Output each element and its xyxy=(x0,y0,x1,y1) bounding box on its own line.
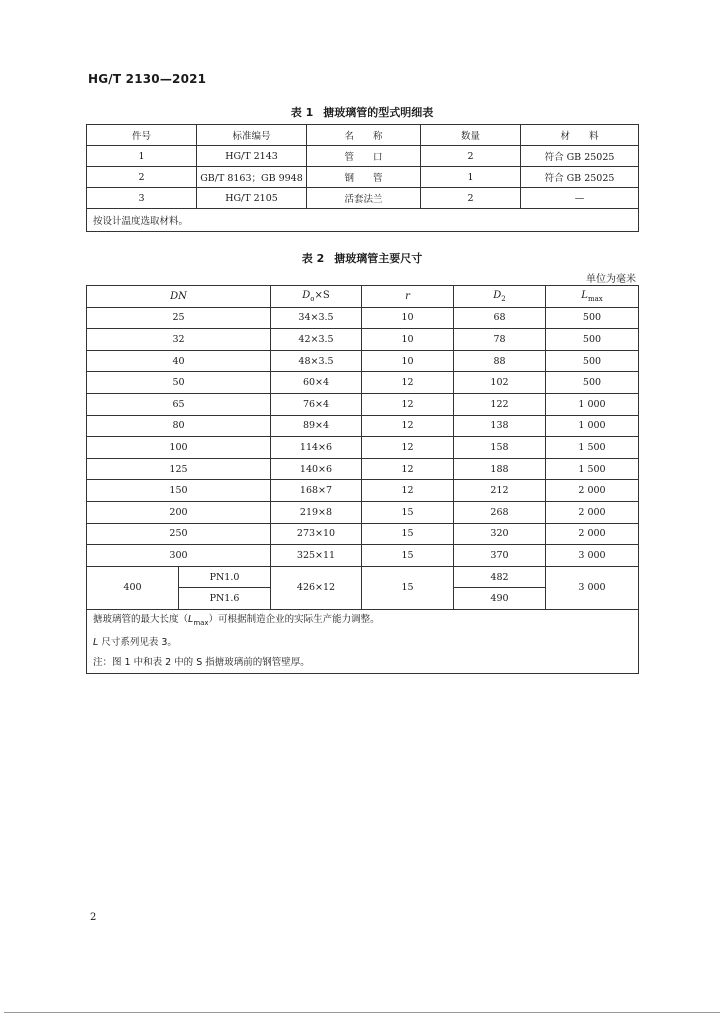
table-cell: 188 xyxy=(454,458,546,480)
table2 xyxy=(86,285,639,674)
table-cell: 122 xyxy=(454,393,546,415)
table-cell: 500 xyxy=(546,307,639,329)
header-symbol-rest: ×S xyxy=(314,289,330,301)
table1-caption-title: 搪玻璃管的型式明细表 xyxy=(323,106,434,119)
table-row xyxy=(87,480,639,502)
table1-header-cell: 名 称 xyxy=(307,125,421,146)
table1-header-cell: 材 料 xyxy=(521,125,639,146)
table-cell: 2 xyxy=(421,188,521,209)
table2-dn-400: 400 xyxy=(87,566,179,609)
table1 xyxy=(86,124,639,232)
table-cell: 250 xyxy=(87,523,271,545)
table-cell: 65 xyxy=(87,393,271,415)
table-cell: 80 xyxy=(87,415,271,437)
table-cell: 管 口 xyxy=(307,146,421,167)
table-cell: 320 xyxy=(454,523,546,545)
table-cell: 15 xyxy=(362,545,454,567)
table-cell: 138 xyxy=(454,415,546,437)
table-cell: 10 xyxy=(362,350,454,372)
table-cell: 268 xyxy=(454,501,546,523)
table-cell: 140×6 xyxy=(271,458,362,480)
table2-note-row xyxy=(87,609,639,673)
table-cell: 1 xyxy=(421,167,521,188)
standard-code: HG/T 2130—2021 xyxy=(88,72,207,86)
note-text: 尺寸系列见表 3。 xyxy=(98,636,177,648)
table1-note: 按设计温度选取材料。 xyxy=(87,209,639,232)
table2-caption-title: 搪玻璃管主要尺寸 xyxy=(334,252,423,265)
table-cell: 2 000 xyxy=(546,480,639,502)
table-cell: 300 xyxy=(87,545,271,567)
table2-header-r: r xyxy=(362,286,454,308)
note-symbol: L xyxy=(93,636,99,648)
table-cell: HG/T 2143 xyxy=(197,146,307,167)
table2-header-dn: DN xyxy=(87,286,271,308)
table-cell: 78 xyxy=(454,329,546,351)
table-cell: — xyxy=(521,188,639,209)
table1-caption-number: 表 1 xyxy=(290,106,314,119)
table-cell: 15 xyxy=(362,523,454,545)
table-row xyxy=(87,523,639,545)
table-cell: 12 xyxy=(362,372,454,394)
table-cell: 32 xyxy=(87,329,271,351)
table-cell: 12 xyxy=(362,480,454,502)
table-cell: 12 xyxy=(362,393,454,415)
table-cell: 3 000 xyxy=(546,545,639,567)
table-cell: 钢 管 xyxy=(307,167,421,188)
note-subscript: max xyxy=(193,618,209,627)
table-cell: 12 xyxy=(362,437,454,459)
note-text: 搪玻璃管的最大长度（ xyxy=(93,613,189,625)
table-cell: 88 xyxy=(454,350,546,372)
table-cell: 25 xyxy=(87,307,271,329)
table-row xyxy=(87,501,639,523)
table-cell: 2 000 xyxy=(546,523,639,545)
note-symbol: L xyxy=(188,613,194,625)
table-cell: 2 xyxy=(87,167,197,188)
table-cell: 1 000 xyxy=(546,415,639,437)
table-row xyxy=(87,437,639,459)
table1-header-row xyxy=(87,125,639,146)
table2-header-do-s xyxy=(271,286,362,308)
table-cell: 212 xyxy=(454,480,546,502)
table1-header-cell: 数量 xyxy=(421,125,521,146)
table-cell: 500 xyxy=(546,329,639,351)
table1-header-cell: 标准编号 xyxy=(197,125,307,146)
table2-caption-number: 表 2 xyxy=(301,252,325,265)
table-cell: 1 500 xyxy=(546,458,639,480)
table2-header-lmax xyxy=(546,286,639,308)
table2-note-line3: 注：图 1 中和表 2 中的 S 指搪玻璃前的钢管壁厚。 xyxy=(93,656,310,668)
note-text: ）可根据制造企业的实际生产能力调整。 xyxy=(208,613,380,625)
table-cell: 10 xyxy=(362,329,454,351)
table2-header-d2 xyxy=(454,286,546,308)
table-cell: 12 xyxy=(362,415,454,437)
table-cell: 活套法兰 xyxy=(307,188,421,209)
table1-note-row xyxy=(87,209,639,232)
table-cell: 168×7 xyxy=(271,480,362,502)
table2-d2-a: 482 xyxy=(454,566,546,588)
table2-caption xyxy=(0,250,724,266)
header-symbol: D xyxy=(493,289,502,301)
table2-body xyxy=(87,307,639,566)
table-cell: 200 xyxy=(87,501,271,523)
table-cell: 76×4 xyxy=(271,393,362,415)
page-number: 2 xyxy=(90,912,97,923)
table-row xyxy=(87,350,639,372)
table2-lmax-400: 3 000 xyxy=(546,566,639,609)
table2-r-400: 15 xyxy=(362,566,454,609)
table-cell: 325×11 xyxy=(271,545,362,567)
header-symbol: L xyxy=(581,289,588,301)
table-cell: 68 xyxy=(454,307,546,329)
table-cell: 10 xyxy=(362,307,454,329)
table-cell: 158 xyxy=(454,437,546,459)
table-row xyxy=(87,458,639,480)
table-cell: GB/T 8163；GB 9948 xyxy=(197,167,307,188)
table1-caption xyxy=(0,104,724,120)
table-row xyxy=(87,372,639,394)
table-cell: 12 xyxy=(362,458,454,480)
table-cell: 15 xyxy=(362,501,454,523)
table-cell: 100 xyxy=(87,437,271,459)
table-cell: 42×3.5 xyxy=(271,329,362,351)
table2-unit-label: 单位为毫米 xyxy=(586,274,636,285)
table-cell: 500 xyxy=(546,372,639,394)
header-subscript: 2 xyxy=(501,294,506,303)
table-cell: 1 xyxy=(87,146,197,167)
table-cell: 3 xyxy=(87,188,197,209)
table-cell: 符合 GB 25025 xyxy=(521,146,639,167)
table-cell: 219×8 xyxy=(271,501,362,523)
table-cell: 1 000 xyxy=(546,393,639,415)
table-cell: 符合 GB 25025 xyxy=(521,167,639,188)
table-cell: 2 000 xyxy=(546,501,639,523)
table-cell: 34×3.5 xyxy=(271,307,362,329)
table-cell: 370 xyxy=(454,545,546,567)
table-cell: 1 500 xyxy=(546,437,639,459)
table-row xyxy=(87,307,639,329)
table-cell: 89×4 xyxy=(271,415,362,437)
table2-header-row xyxy=(87,286,639,308)
header-subscript: o xyxy=(310,294,315,303)
table1-header-cell: 件号 xyxy=(87,125,197,146)
table-cell: 2 xyxy=(421,146,521,167)
table-row xyxy=(87,545,639,567)
table2-d2-b: 490 xyxy=(454,588,546,610)
table-cell: 50 xyxy=(87,372,271,394)
table2-pn-a: PN1.0 xyxy=(179,566,271,588)
table-cell: 48×3.5 xyxy=(271,350,362,372)
table-row xyxy=(87,393,639,415)
header-symbol: D xyxy=(302,289,311,301)
table-cell: 273×10 xyxy=(271,523,362,545)
table-row xyxy=(87,188,639,209)
table2-row-400a xyxy=(87,566,639,588)
table-cell: 500 xyxy=(546,350,639,372)
table-cell: 40 xyxy=(87,350,271,372)
table2-dos-400: 426×12 xyxy=(271,566,362,609)
table-cell: 150 xyxy=(87,480,271,502)
table-row xyxy=(87,167,639,188)
table-row xyxy=(87,415,639,437)
table2-pn-b: PN1.6 xyxy=(179,588,271,610)
table-cell: 125 xyxy=(87,458,271,480)
table-row xyxy=(87,329,639,351)
table-cell: 114×6 xyxy=(271,437,362,459)
table-cell: 60×4 xyxy=(271,372,362,394)
header-subscript: max xyxy=(587,294,603,303)
table2-notes xyxy=(87,609,639,673)
table-row xyxy=(87,146,639,167)
table2-note-line2 xyxy=(93,633,638,653)
bottom-rule xyxy=(4,1012,720,1013)
table2-note-line1 xyxy=(93,610,638,633)
table-cell: 102 xyxy=(454,372,546,394)
table-cell: HG/T 2105 xyxy=(197,188,307,209)
